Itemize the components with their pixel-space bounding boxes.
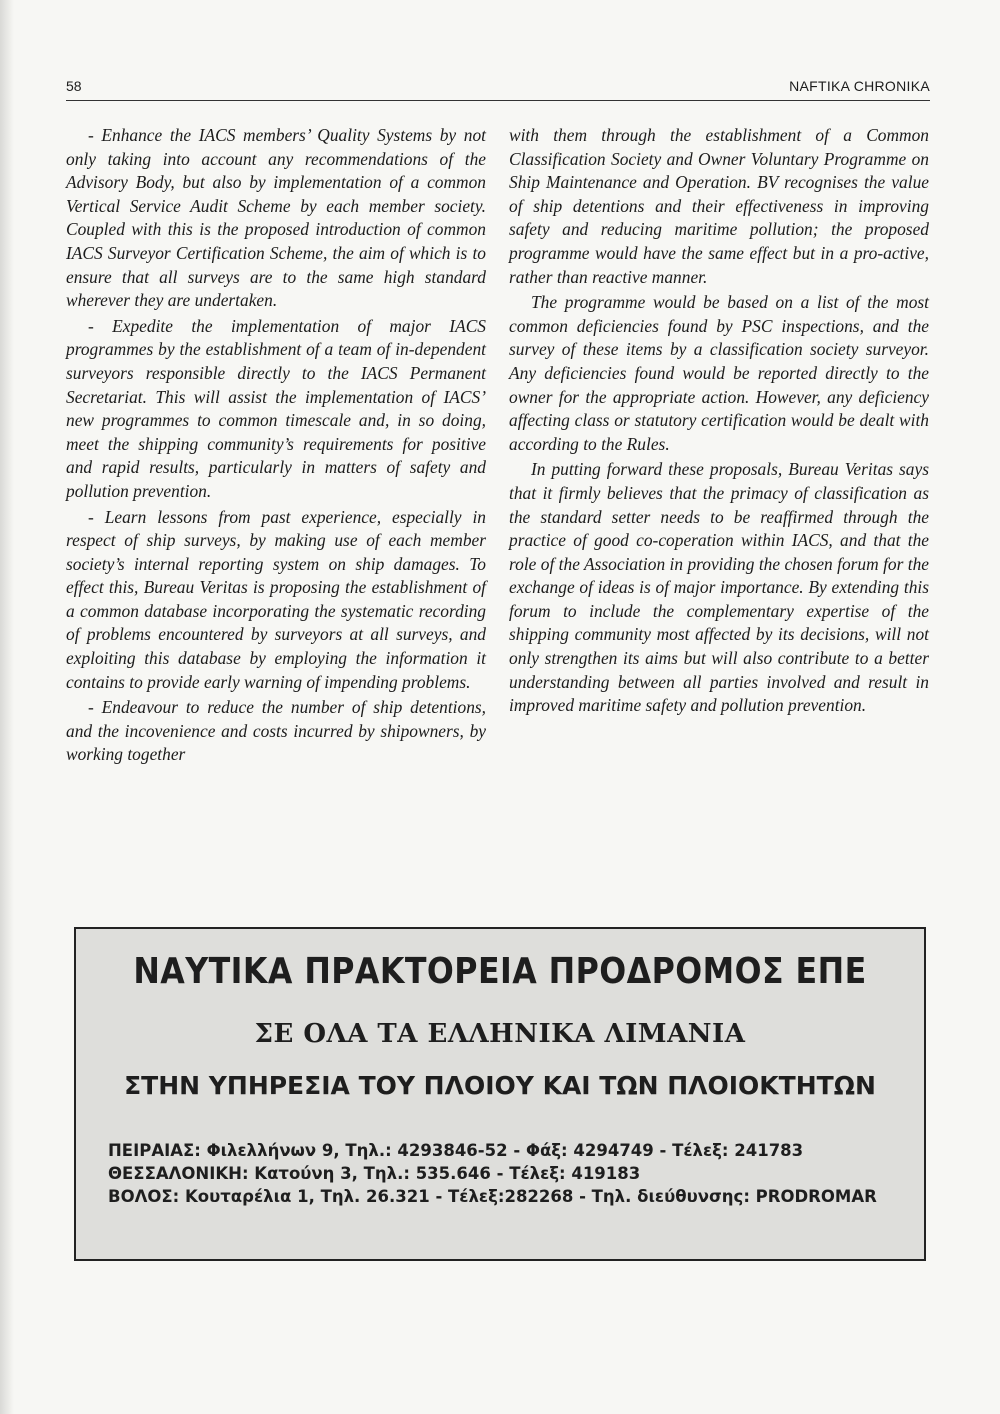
article-paragraph: The programme would be based on a list of the most common deficiencies found by PSC inspections, and the survey of these items by a classification society surveyor. Any deficiencies found would be reported directly to the owner for the appropriate action. However, any deficiency affecting class or statutory certification would be dealt with according to the Rules. xyxy=(509,292,929,454)
article-paragraph: In putting forward these proposals, Bureau Veritas says that it firmly believes that the primacy of classification as the standard setter needs to be reaffirmed through the practice of good co-coperation within IACS, and that the role of the Association in providing the chosen forum for the exchange of ideas is of major importance. By extending this forum to include the complementary expertise of the shipping community most affected by its decisions, will not only strengthen its aims but will also contribute to a better understanding between all parties involved and result in improved maritime safety and pollution prevention. xyxy=(509,459,929,716)
article-paragraph: - Learn lessons from past experience, especially in respect of ship surveys, by making use of each member society’s internal reporting system on ship damages. To effect this, Bureau Veritas is proposing the establishment of a common database incorporating the systematic recording of problems encountered by surveyors at all surveys, and exploiting this database by employing the information it contains to provide early warning of impending problems. xyxy=(66,506,486,692)
article-paragraph: - Endeavour to reduce the number of ship detentions, and the incovenience and costs incurred by shipowners, by working together xyxy=(66,697,486,765)
ad-subtitle: ΣΕ ΟΛΑ ΤΑ ΕΛΛΗΝΙΚΑ ΛΙΜΑΝΙΑ xyxy=(254,1019,746,1049)
page-number: 58 xyxy=(66,78,82,94)
ad-contact-thessaloniki: ΘΕΣΣΑΛΟΝΙΚΗ: Κατούνη 3, Τηλ.: 535.646 - Τέλεξ: 419183 xyxy=(108,1164,641,1183)
ad-contact-piraeus: ΠΕΙΡΑΙΑΣ: Φιλελλήνων 9, Τηλ.: 4293846-52 - Φάξ: 4294749 - Τέλεξ: 241783 xyxy=(108,1141,804,1160)
ad-contact-volos: ΒΟΛΟΣ: Κουταρέλια 1, Τηλ. 26.321 - Τέλεξ:282268 - Τηλ. διεύθυνσης: PRODROMAR xyxy=(108,1187,877,1206)
advertisement-box xyxy=(74,927,926,1261)
ad-contacts xyxy=(108,1139,877,1208)
article-paragraph: - Enhance the IACS members’ Quality Systems by not only taking into account any recommendations of the Advisory Body, but also by implementation of a common Vertical Service Audit Scheme by each member society. Coupled with this is the proposed introduction of common IACS Surveyor Certification Scheme, the aim of which is to ensure that all surveys are to the same high standard wherever they are undertaken. xyxy=(66,125,486,311)
article-paragraph: - Expedite the implementation of major IACS programmes by the establishment of a team of in-dependent surveyors responsible directly to the IACS Permanent Secretariat. This will assist the implementation of IACS’ new programmes to common timescale and, in so doing, meet the shipping community’s requirements for positive and rapid results, particularly in matters of safety and pollution prevention. xyxy=(66,315,486,501)
article-right-column xyxy=(509,124,929,720)
page-header xyxy=(66,74,930,101)
article-paragraph-continuation: with them through the establishment of a Common Classification Society and Owner Voluntary Programme on Ship Maintenance and Operation. BV recognises the value of ship detentions and their effectiveness in improving safety and reducing maritime pollution; the proposed programme would have the same effect but in a pro-active, rather than reactive manner. xyxy=(509,125,929,287)
ad-title: ΝΑΥΤΙΚΑ ΠΡΑΚΤΟΡΕΙΑ ΠΡΟΔΡΟΜΟΣ ΕΠΕ xyxy=(133,951,867,992)
running-title: NAFTIKA CHRONIKA xyxy=(789,78,930,94)
article-left-column xyxy=(66,124,486,769)
ad-tagline: ΣΤΗΝ ΥΠΗΡΕΣΙΑ ΤΟΥ ΠΛΟΙΟΥ ΚΑΙ ΤΩΝ ΠΛΟΙΟΚΤΗΤΩΝ xyxy=(124,1071,876,1100)
page-edge-shadow xyxy=(0,0,14,1414)
